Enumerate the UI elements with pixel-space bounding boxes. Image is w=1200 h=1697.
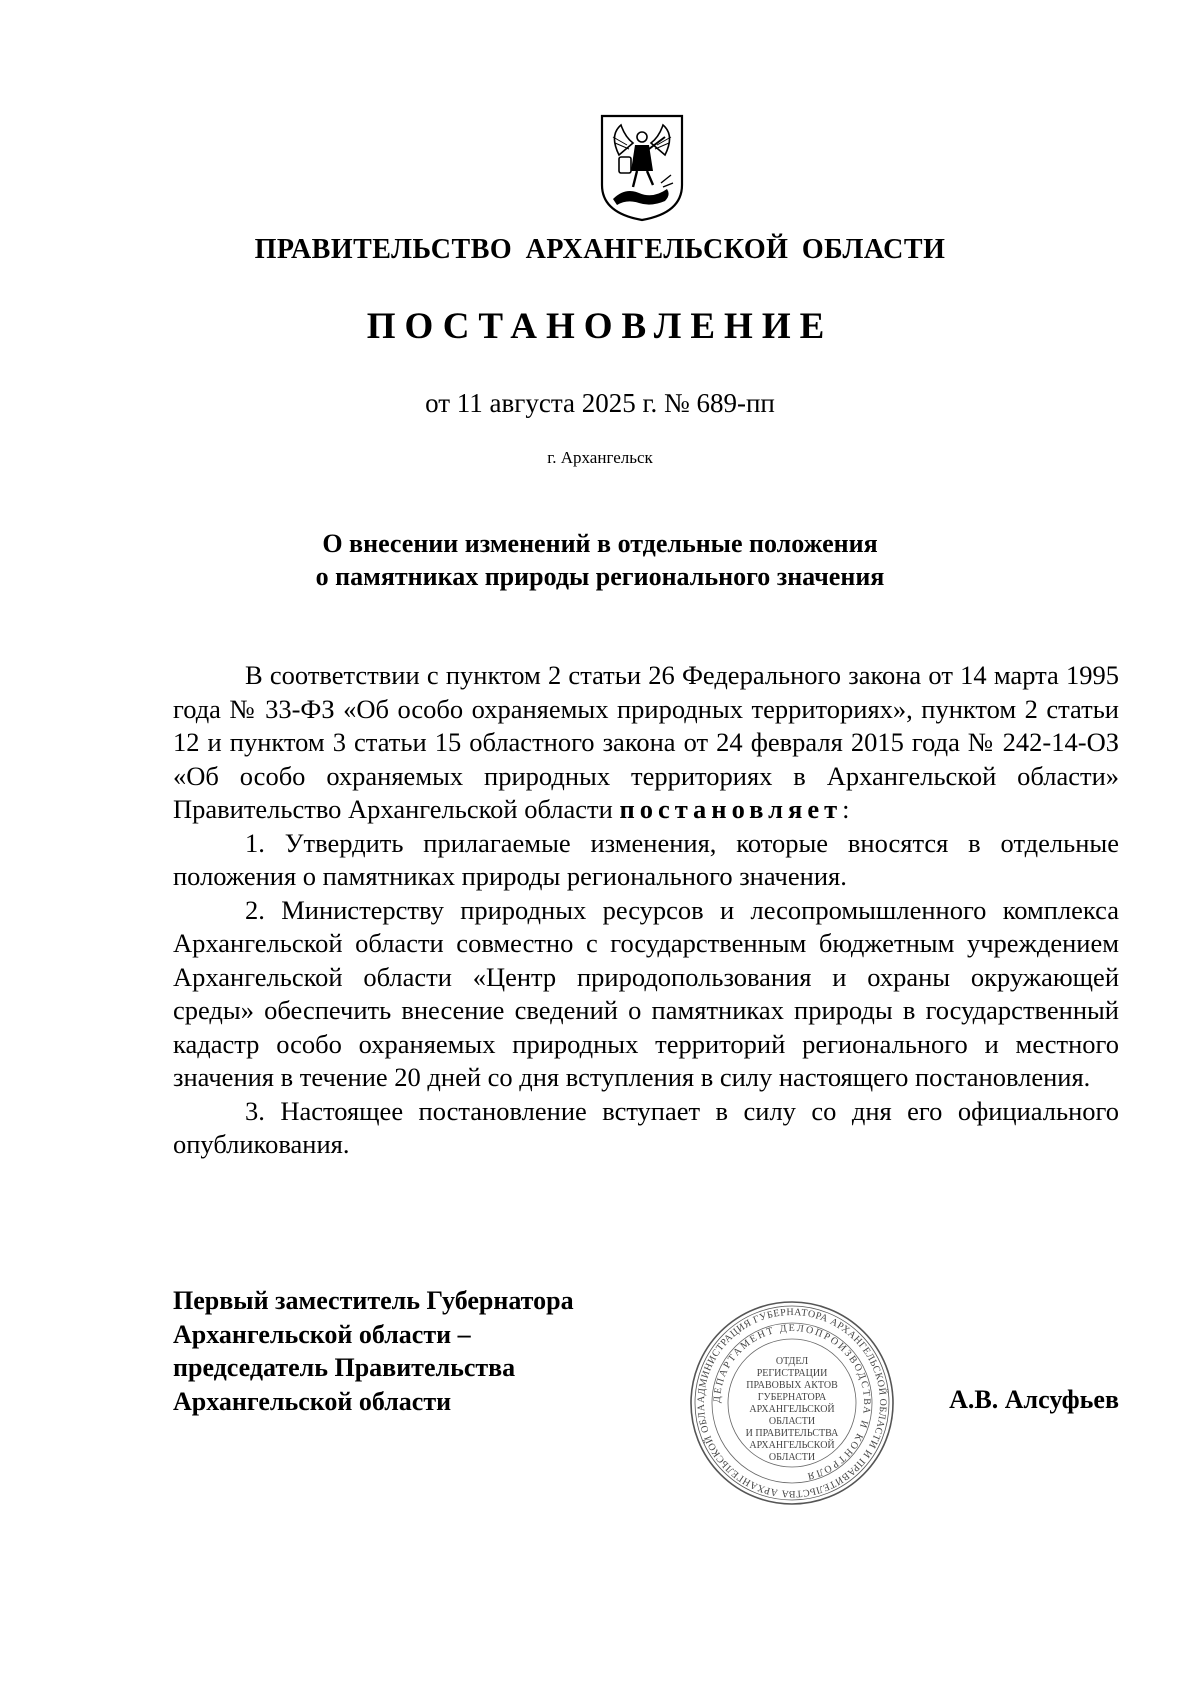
signer-name: А.В. Алсуфьев [949, 1385, 1119, 1414]
item-2-paragraph: 2. Министерству природных ресурсов и лесопромышленного комплекса Архангельской области совместно с государственным бюджетным учреждением Архангельской области «Центр природопользования и охраны окружающей среды» обеспечить внесение сведений о памятниках природы в государственный кадастр особо охраняемых природных территорий регионального и местного значения в течение 20 дней со дня вступления в силу настоящего постановления. [173, 894, 1119, 1092]
stamp-center-line: АРХАНГЕЛЬСКОЙ [749, 1440, 835, 1451]
item-1-paragraph: 1. Утвердить прилагаемые изменения, которые вносятся в отдельные положения о памятниках природы регионального значения. [173, 827, 1119, 891]
document-city: г. Архангельск [547, 448, 653, 467]
stamp-center-line: РЕГИСТРАЦИИ [756, 1368, 828, 1379]
stamp-center-line: ГУБЕРНАТОРА [757, 1392, 827, 1403]
decree-colon: : [842, 794, 850, 824]
official-stamp [687, 1298, 897, 1508]
stamp-center-line: ОБЛАСТИ [768, 1416, 816, 1427]
preamble-text: В соответствии с пунктом 2 статьи 26 Федерального закона от 14 марта 1995 года № 33-ФЗ «Об особо охраняемых природных территориях», пунктом 2 статьи 12 и пунктом 3 статьи 15 областного закона от 24 февраля 2015 года № 242-14-ОЗ «Об особо охраняемых природных территориях в Архангельской области» Правительство Архангельской области [173, 660, 1119, 824]
signer-title-line: Первый заместитель Губернатора [173, 1286, 574, 1315]
signer-title-line: председатель Правительства [173, 1353, 516, 1382]
organization-name: ПРАВИТЕЛЬСТВО АРХАНГЕЛЬСКОЙ ОБЛАСТИ [254, 234, 946, 265]
document-body [173, 659, 1119, 1162]
signer-title [173, 1284, 653, 1418]
stamp-center-line: ОТДЕЛ [775, 1356, 809, 1367]
stamp-ring-text: ДЕПАРТАМЕНТ ДЕЛОПРОИЗВОДСТВА И КОНТРОЛЯ [711, 1322, 873, 1482]
document-date-number: от 11 августа 2025 г. № 689-пп [425, 388, 775, 418]
subject-line-2: о памятниках природы регионального значения [315, 562, 885, 591]
preamble-paragraph [173, 659, 1119, 827]
signer-title-line: Архангельской области – [173, 1319, 471, 1349]
stamp-center-line: АРХАНГЕЛЬСКОЙ [749, 1404, 835, 1415]
signer-title-line: Архангельской области [173, 1386, 452, 1416]
decree-word: постановляет [619, 794, 843, 824]
stamp-center-line: И ПРАВИТЕЛЬСТВА [745, 1428, 839, 1439]
coat-of-arms-emblem [599, 113, 685, 223]
stamp-center-line: ОБЛАСТИ [768, 1452, 816, 1463]
stamp-center-line: ПРАВОВЫХ АКТОВ [746, 1380, 838, 1391]
document-subject [0, 527, 1200, 593]
stamp-outer-text: АДМИНИСТРАЦИЯ ГУБЕРНАТОРА АРХАНГЕЛЬСКОЙ ОБЛАСТИ И ПРАВИТЕЛЬСТВА АРХАНГЕЛЬСКОЙ ОБЛА [695, 1306, 889, 1500]
subject-line-1: О внесении изменений в отдельные положения [322, 529, 878, 558]
item-3-paragraph: 3. Настоящее постановление вступает в силу со дня его официального опубликования. [173, 1095, 1119, 1159]
document-type: ПОСТАНОВЛЕНИЕ [366, 306, 834, 347]
